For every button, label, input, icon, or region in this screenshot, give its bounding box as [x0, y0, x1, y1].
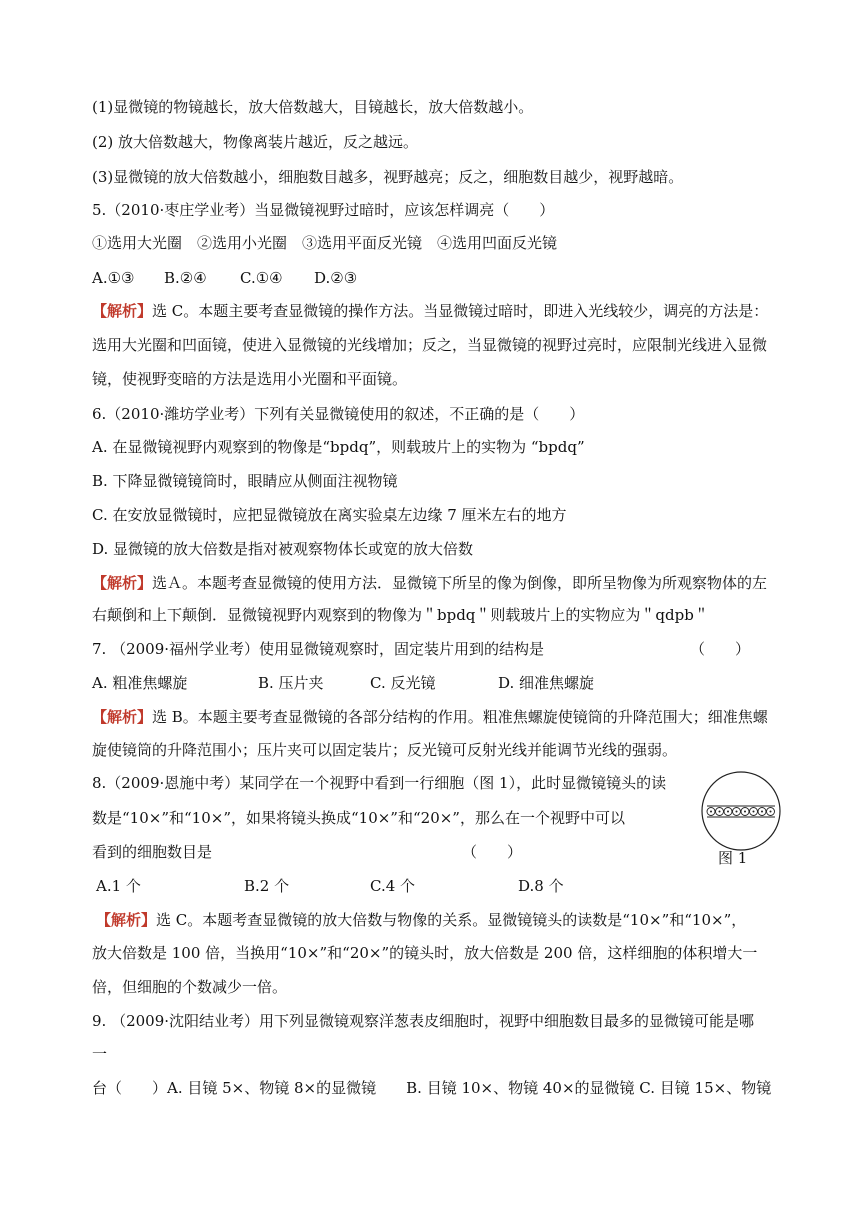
intro-line-3: (3)显微镜的放大倍数越小，细胞数目越多，视野越亮；反之，细胞数目越少，视野越暗。: [92, 168, 684, 186]
q5-analysis-line-3: 镜，使视野变暗的方法是选用小光圈和平面镜。: [92, 370, 408, 388]
q5-stem: 5.（2010·枣庄学业考）当显微镜视野过暗时，应该怎样调亮（ ）: [92, 201, 555, 219]
q6-analysis-line-1: [92, 573, 767, 593]
q8-stem-line-1: 8.（2009·恩施中考）某同学在一个视野中看到一行细胞（图 1），此时显微镜镜头的读: [92, 774, 667, 792]
analysis-tag: 【解析】: [96, 911, 157, 929]
q5-option-b: B.②④: [164, 269, 207, 287]
q6-analysis-text-1: 选Ａ。本题考查显微镜的使用方法．显微镜下所呈的像为倒像，即所呈物像为所观察物体的左: [152, 574, 768, 592]
q5-analysis-line-2: 选用大光圈和凹面镜，使进入显微镜的光线增加；反之，当显微镜的视野过亮时，应限制光线进入显微: [92, 336, 768, 354]
q6-option-b: B. 下降显微镜镜筒时，眼睛应从侧面注视物镜: [92, 472, 398, 490]
q6-option-d: D. 显微镜的放大倍数是指对被观察物体长或宽的放大倍数: [92, 540, 474, 558]
q8-option-c: C.4 个: [370, 877, 416, 895]
q5-items: ①选用大光圈 ②选用小光圈 ③选用平面反光镜 ④选用凹面反光镜: [92, 234, 558, 252]
q8-analysis-line-1: [96, 910, 746, 930]
q8-stem-line-3: 看到的细胞数目是: [92, 843, 213, 861]
intro-line-2: (2) 放大倍数越大，物像离装片越近，反之越远。: [92, 133, 419, 151]
q7-option-c: C. 反光镜: [370, 674, 436, 692]
analysis-tag: 【解析】: [92, 574, 153, 592]
figure-label: 图 1: [718, 849, 748, 867]
q5-option-d: D.②③: [314, 269, 358, 287]
q6-stem: 6.（2010·潍坊学业考）下列有关显微镜使用的叙述，不正确的是（ ）: [92, 405, 585, 423]
q6-option-a: A. 在显微镜视野内观察到的物像是“bpdq”，则载玻片上的实物为 “bpdq”: [92, 438, 585, 456]
intro-line-1: (1)显微镜的物镜越长，放大倍数越大，目镜越长，放大倍数越小。: [92, 98, 534, 116]
q5-option-c: C.①④: [240, 269, 283, 287]
q7-option-b: B. 压片夹: [258, 674, 324, 692]
q5-option-a: A.①③: [92, 269, 135, 287]
q8-analysis-text-1: 选 C。本题考查显微镜的放大倍数与物像的关系。显微镜镜头的读数是“10×”和“10×”，: [156, 911, 747, 929]
microscope-field-figure: [700, 770, 782, 852]
q8-option-b: B.2 个: [244, 877, 290, 895]
q7-option-d: D. 细准焦螺旋: [498, 674, 595, 692]
q7-option-a: A. 粗准焦螺旋: [92, 674, 188, 692]
q5-analysis-text-1: 选 C。本题主要考查显微镜的操作方法。当显微镜过暗时，即进入光线较少，调亮的方法是：: [152, 302, 769, 320]
q5-analysis-line-1: [92, 301, 768, 321]
q6-analysis-line-2: 右颠倒和上下颠倒．显微镜视野内观察到的物像为＂bpdq＂则载玻片上的实物应为＂qdpb＂: [92, 606, 709, 624]
q7-answer-bracket: （ ）: [690, 640, 751, 658]
q9-stem-line-2: 一: [92, 1045, 108, 1063]
q8-option-d: D.8 个: [518, 877, 564, 895]
q8-analysis-line-2: 放大倍数是 100 倍，当换用“10×”和“20×”的镜头时，放大倍数是 200 倍，这样细胞的体积增大一: [92, 944, 758, 962]
q7-analysis-text-1: 选 B。本题主要考查显微镜的各部分结构的作用。粗准焦螺旋使镜筒的升降范围大；细准焦螺: [152, 708, 768, 726]
q8-answer-bracket: （ ）: [462, 843, 523, 861]
q7-analysis-line-1: [92, 707, 768, 727]
q6-option-c: C. 在安放显微镜时，应把显微镜放在离实验桌左边缘 7 厘米左右的地方: [92, 506, 567, 524]
q9-stem-line-1: 9. （2009·沈阳结业考）用下列显微镜观察洋葱表皮细胞时，视野中细胞数目最多的显微镜可能是哪: [92, 1012, 755, 1030]
q8-analysis-line-3: 倍，但细胞的个数减少一倍。: [92, 978, 288, 996]
q7-analysis-line-2: 旋使镜筒的升降范围小；压片夹可以固定装片；反光镜可反射光线并能调节光线的强弱。: [92, 741, 678, 759]
analysis-tag: 【解析】: [92, 302, 153, 320]
q8-option-a: A.1 个: [96, 877, 141, 895]
q8-stem-line-2: 数是“10×”和“10×”，如果将镜头换成“10×”和“20×”，那么在一个视野中可以: [92, 809, 625, 827]
q9-stem-line-3: 台（ ）A. 目镜 5×、物镜 8×的显微镜 B. 目镜 10×、物镜 40×的显微镜 C. 目镜 15×、物镜: [92, 1079, 772, 1097]
field-of-view-circle-icon: [700, 770, 782, 852]
analysis-tag: 【解析】: [92, 708, 153, 726]
q7-stem: 7. （2009·福州学业考）使用显微镜观察时，固定装片用到的结构是: [92, 640, 545, 658]
